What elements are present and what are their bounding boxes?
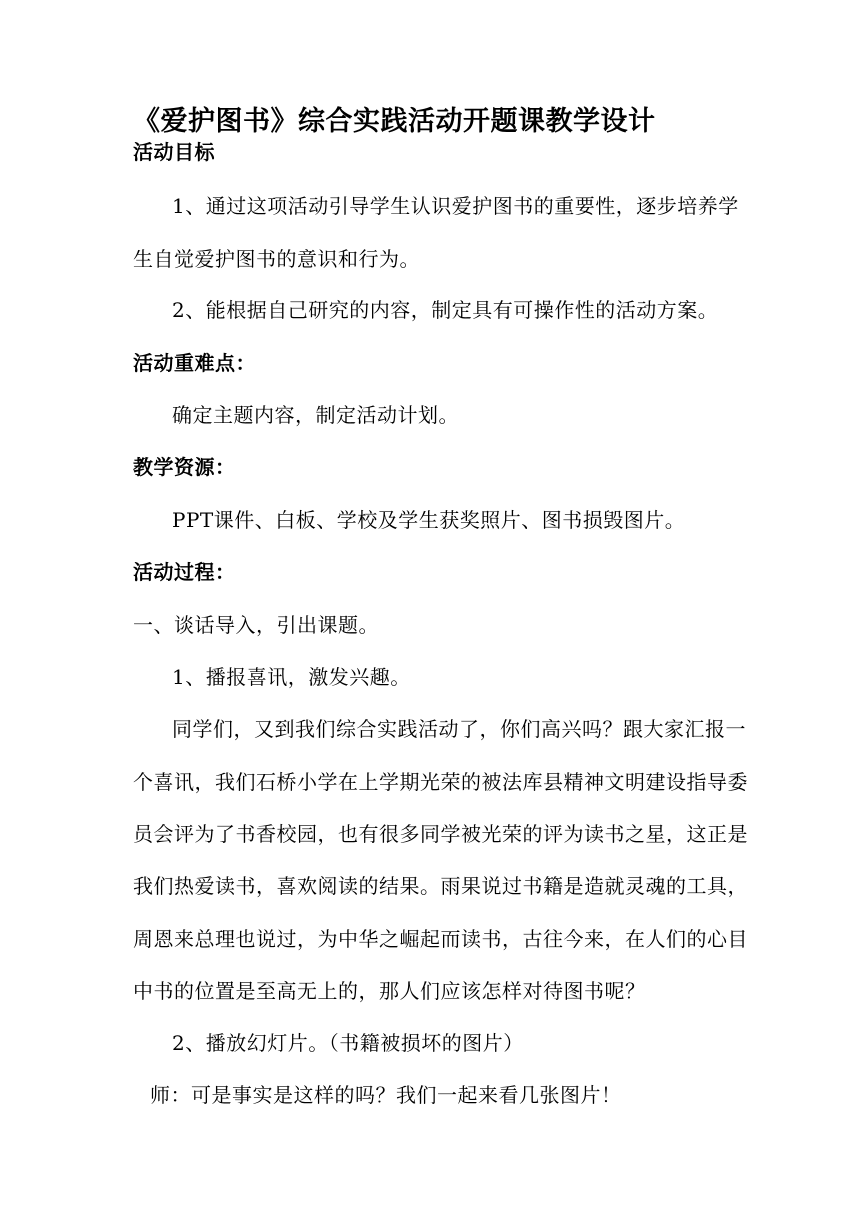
step-1-sub-2: 2、播放幻灯片。（书籍被损坏的图片） bbox=[172, 1031, 524, 1055]
goal-1-line-1: 1、通过这项活动引导学生认识爱护图书的重要性，逐步培养学 bbox=[172, 194, 739, 218]
goal-2: 2、能根据自己研究的内容，制定具有可操作性的活动方案。 bbox=[172, 298, 719, 322]
paragraph-line: 个喜讯，我们石桥小学在上学期光荣的被法库县精神文明建设指导委 bbox=[133, 770, 748, 794]
step-1-sub-1: 1、播报喜讯，激发兴趣。 bbox=[172, 665, 411, 689]
step-1-heading: 一、谈话导入，引出课题。 bbox=[133, 613, 379, 637]
key-points-heading: 活动重难点： bbox=[133, 351, 256, 375]
paragraph-line: 我们热爱读书，喜欢阅读的结果。雨果说过书籍是造就灵魂的工具， bbox=[133, 874, 748, 898]
goal-1-line-2: 生自觉爱护图书的意识和行为。 bbox=[133, 247, 420, 271]
document-title: 《爱护图书》综合实践活动开题课教学设计 bbox=[133, 106, 656, 137]
paragraph-line: 同学们，又到我们综合实践活动了，你们高兴吗？跟大家汇报一 bbox=[172, 717, 746, 741]
paragraph-line: 周恩来总理也说过，为中华之崛起而读书，古往今来，在人们的心目 bbox=[133, 927, 748, 951]
process-heading: 活动过程： bbox=[133, 560, 236, 584]
teacher-line: 师：可是事实是这样的吗？我们一起来看几张图片！ bbox=[150, 1083, 622, 1107]
key-points-text: 确定主题内容，制定活动计划。 bbox=[172, 403, 459, 427]
paragraph-line: 中书的位置是至高无上的，那人们应该怎样对待图书呢？ bbox=[133, 979, 646, 1003]
paragraph-line: 员会评为了书香校园，也有很多同学被光荣的评为读书之星，这正是 bbox=[133, 822, 748, 846]
resources-heading: 教学资源： bbox=[133, 455, 236, 479]
resources-text: PPT课件、白板、学校及学生获奖照片、图书损毁图片。 bbox=[172, 508, 686, 532]
goals-heading: 活动目标 bbox=[133, 140, 215, 164]
